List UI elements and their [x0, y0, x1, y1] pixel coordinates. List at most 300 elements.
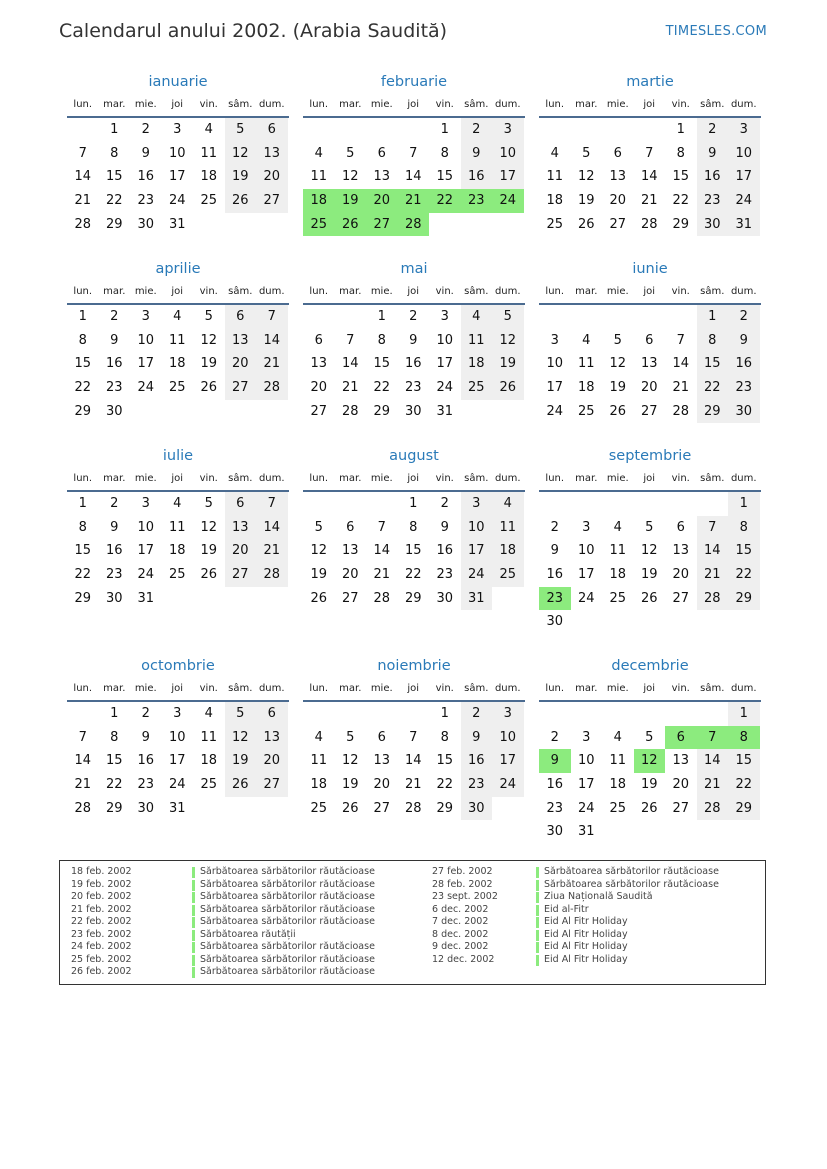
week-row [303, 492, 525, 516]
day: 22 [672, 193, 690, 209]
day: 19 [310, 567, 328, 583]
day: 12 [310, 543, 328, 559]
legend-date: 27 feb. 2002 [432, 866, 493, 877]
holiday-day: 20 [366, 189, 398, 213]
day: 22 [105, 777, 123, 793]
weekend-day: 22 [728, 773, 760, 797]
day: 7 [78, 145, 87, 161]
day: 7 [409, 729, 418, 745]
weekday-label: joi [643, 286, 656, 297]
day: 5 [204, 496, 213, 511]
weekend-day: 4 [461, 305, 493, 329]
day: 10 [137, 332, 155, 348]
day: 1 [440, 122, 449, 137]
week-row [303, 305, 525, 329]
weekday-label: vin. [199, 286, 218, 297]
day: 19 [577, 193, 595, 209]
day: 25 [546, 216, 564, 232]
weekday-label: mie. [134, 683, 157, 694]
day: 3 [173, 122, 182, 137]
week-row [67, 797, 289, 821]
week-row [539, 352, 761, 376]
legend-date: 22 feb. 2002 [71, 916, 132, 927]
week-row [67, 539, 289, 563]
legend-column-left [71, 866, 375, 979]
weekday-header [539, 280, 761, 305]
weekday-label: lun. [309, 286, 329, 297]
empty-day [602, 610, 634, 634]
week-row [303, 352, 525, 376]
weekday-label: dum. [730, 286, 757, 297]
day: 4 [173, 309, 182, 324]
holiday-day: 21 [398, 189, 430, 213]
weekday-header [303, 467, 525, 492]
week-row [303, 749, 525, 773]
holiday-day: 25 [303, 213, 335, 237]
day: 21 [404, 777, 422, 793]
weekday-label: vin. [199, 99, 218, 110]
day: 16 [546, 567, 564, 583]
weekday-label: joi [407, 99, 420, 110]
weekday-label: lun. [73, 473, 93, 484]
legend-holiday-name: Sărbătoarea sărbătorilor răutăcioase [200, 916, 375, 927]
empty-day [571, 492, 603, 516]
empty-day [303, 118, 335, 142]
week-row [539, 492, 761, 516]
weekday-header [539, 93, 761, 118]
day: 8 [110, 729, 119, 745]
week-row [539, 610, 761, 634]
day: 31 [436, 403, 454, 419]
weekend-day: 10 [492, 726, 524, 750]
weekday-label: mar. [339, 286, 362, 297]
day: 2 [110, 309, 119, 324]
day: 1 [78, 496, 87, 511]
day: 22 [105, 193, 123, 209]
legend-row [71, 916, 375, 929]
day: 30 [404, 403, 422, 419]
day: 6 [346, 519, 355, 535]
weekend-day: 18 [461, 352, 493, 376]
empty-day [602, 492, 634, 516]
month-aprilie [67, 258, 289, 423]
legend-date: 21 feb. 2002 [71, 903, 132, 915]
weekday-label: vin. [199, 683, 218, 694]
legend-holiday-name: Eid Al Fitr Holiday [544, 916, 628, 927]
day: 11 [200, 145, 218, 161]
day: 4 [550, 145, 559, 161]
legend-row [432, 879, 719, 892]
empty-day [303, 702, 335, 726]
weekend-day: 21 [697, 773, 729, 797]
weekend-day: 12 [225, 142, 257, 166]
day: 21 [672, 380, 690, 396]
weekday-label: vin. [671, 683, 690, 694]
week-row [539, 726, 761, 750]
day: 8 [440, 729, 449, 745]
day: 5 [204, 309, 213, 324]
day: 18 [200, 753, 218, 769]
weekday-label: joi [171, 286, 184, 297]
holiday-marker [536, 880, 539, 891]
day: 13 [341, 543, 359, 559]
week-row [539, 702, 761, 726]
holiday-marker [192, 955, 195, 966]
week-row [303, 726, 525, 750]
holiday-marker [192, 967, 195, 978]
day: 22 [404, 567, 422, 583]
day: 29 [105, 800, 123, 816]
day: 1 [409, 496, 418, 511]
week-row [303, 563, 525, 587]
day: 21 [341, 380, 359, 396]
legend-row [432, 904, 719, 917]
day: 6 [377, 145, 386, 161]
weekday-label: sâm. [464, 473, 489, 484]
empty-day [193, 797, 225, 821]
day: 24 [577, 590, 595, 606]
week-row [539, 165, 761, 189]
legend-row [432, 941, 719, 954]
day: 19 [200, 356, 218, 372]
holiday-day: 8 [728, 726, 760, 750]
day: 24 [168, 777, 186, 793]
empty-day [130, 400, 162, 424]
week-row [67, 165, 289, 189]
empty-day [539, 118, 571, 142]
empty-day [571, 610, 603, 634]
day: 30 [546, 824, 564, 840]
day: 18 [168, 356, 186, 372]
day: 26 [577, 216, 595, 232]
day: 25 [310, 800, 328, 816]
weekday-header [303, 93, 525, 118]
weekend-day: 21 [697, 563, 729, 587]
weekday-label: mie. [606, 683, 629, 694]
weekend-day: 24 [461, 563, 493, 587]
day: 2 [110, 496, 119, 511]
day: 8 [110, 145, 119, 161]
day: 31 [577, 824, 595, 840]
day: 6 [676, 519, 685, 535]
empty-day [571, 305, 603, 329]
day: 30 [137, 216, 155, 232]
empty-day [697, 610, 729, 634]
day: 4 [314, 145, 323, 161]
empty-day [571, 118, 603, 142]
day: 3 [440, 309, 449, 324]
month-name: iulie [162, 448, 194, 464]
empty-day [602, 305, 634, 329]
week-row [67, 142, 289, 166]
legend-date: 7 dec. 2002 [432, 916, 489, 927]
empty-day [728, 610, 760, 634]
day: 10 [168, 729, 186, 745]
weekend-day: 20 [256, 749, 288, 773]
holiday-day: 12 [634, 749, 666, 773]
holiday-marker [192, 867, 195, 878]
weekday-label: sâm. [700, 286, 725, 297]
week-row [67, 587, 289, 611]
day: 28 [640, 216, 658, 232]
week-row [303, 587, 525, 611]
day: 9 [141, 729, 150, 745]
day: 13 [640, 356, 658, 372]
day: 14 [640, 169, 658, 185]
legend-date: 6 dec. 2002 [432, 903, 489, 915]
day: 29 [105, 216, 123, 232]
day: 16 [137, 753, 155, 769]
day: 9 [110, 519, 119, 535]
empty-day [492, 797, 524, 821]
month-name: noiembrie [377, 658, 451, 674]
legend-holiday-name: Sărbătoarea sărbătorilor răutăcioase [200, 953, 375, 965]
day: 25 [200, 777, 218, 793]
weekend-day: 20 [256, 165, 288, 189]
weekend-day: 30 [461, 797, 493, 821]
holiday-marker [536, 930, 539, 941]
day: 15 [74, 543, 92, 559]
week-row [539, 329, 761, 353]
day: 28 [74, 216, 92, 232]
weekend-day: 28 [697, 587, 729, 611]
month-ianuarie [67, 71, 289, 236]
weekend-day: 9 [728, 329, 760, 353]
day: 3 [550, 332, 559, 348]
week-row [67, 118, 289, 142]
weekend-day: 5 [492, 305, 524, 329]
month-name: octombrie [141, 658, 215, 674]
weekend-day: 26 [492, 376, 524, 400]
day: 28 [341, 403, 359, 419]
day: 5 [346, 145, 355, 161]
day: 26 [341, 800, 359, 816]
weekday-label: sâm. [464, 683, 489, 694]
day: 13 [609, 169, 627, 185]
weekday-label: mar. [575, 473, 598, 484]
weekday-label: mie. [134, 473, 157, 484]
week-row [539, 305, 761, 329]
day: 28 [373, 590, 391, 606]
day: 27 [609, 216, 627, 232]
week-row [67, 213, 289, 237]
day: 25 [200, 193, 218, 209]
holiday-marker [536, 917, 539, 928]
legend-holiday-name: Ziua Națională Saudită [544, 891, 653, 902]
empty-day [225, 587, 257, 611]
holiday-day: 6 [665, 726, 697, 750]
weekend-day: 28 [697, 797, 729, 821]
holiday-marker [192, 917, 195, 928]
month-name: aprilie [155, 261, 201, 277]
weekend-day: 20 [225, 539, 257, 563]
weekday-label: sâm. [228, 683, 253, 694]
day: 11 [546, 169, 564, 185]
holiday-legend [59, 860, 766, 985]
weekday-header [67, 93, 289, 118]
empty-day [602, 118, 634, 142]
day: 23 [137, 777, 155, 793]
weekend-day: 10 [728, 142, 760, 166]
day: 19 [341, 777, 359, 793]
day: 12 [200, 519, 218, 535]
weekend-day: 2 [728, 305, 760, 329]
legend-holiday-name: Eid Al Fitr Holiday [544, 928, 628, 940]
day: 15 [672, 169, 690, 185]
legend-row [71, 866, 375, 879]
week-row [67, 376, 289, 400]
week-row [303, 702, 525, 726]
day: 29 [373, 403, 391, 419]
weekend-day: 1 [697, 305, 729, 329]
week-row [303, 142, 525, 166]
week-row [539, 820, 761, 844]
weekend-day: 29 [728, 797, 760, 821]
weekend-day: 22 [697, 376, 729, 400]
empty-day [665, 820, 697, 844]
weekday-label: lun. [545, 473, 565, 484]
legend-date: 24 feb. 2002 [71, 941, 132, 952]
weekend-day: 26 [225, 189, 257, 213]
day: 23 [546, 800, 564, 816]
empty-day [634, 118, 666, 142]
week-row [67, 305, 289, 329]
day: 4 [613, 729, 622, 745]
empty-day [634, 820, 666, 844]
weekend-day: 30 [728, 400, 760, 424]
empty-day [335, 305, 367, 329]
month-name: iunie [632, 261, 668, 277]
weekend-day: 12 [492, 329, 524, 353]
day: 8 [676, 145, 685, 161]
empty-day [366, 702, 398, 726]
day: 26 [200, 567, 218, 583]
day: 12 [640, 543, 658, 559]
day: 7 [78, 729, 87, 745]
day: 11 [310, 753, 328, 769]
weekday-label: mie. [370, 473, 393, 484]
day: 27 [373, 800, 391, 816]
day: 20 [373, 777, 391, 793]
week-row [67, 749, 289, 773]
weekday-label: joi [643, 99, 656, 110]
weekday-label: lun. [545, 286, 565, 297]
weekday-label: mar. [339, 683, 362, 694]
week-row [539, 797, 761, 821]
week-row [303, 400, 525, 424]
legend-date: 8 dec. 2002 [432, 928, 489, 940]
weekday-label: mar. [103, 473, 126, 484]
empty-day [256, 400, 288, 424]
weekday-label: sâm. [464, 286, 489, 297]
week-row [539, 189, 761, 213]
day: 22 [74, 380, 92, 396]
weekday-label: mar. [103, 683, 126, 694]
weekend-day: 16 [461, 749, 493, 773]
week-row [67, 516, 289, 540]
empty-day [398, 702, 430, 726]
day: 27 [672, 800, 690, 816]
day: 13 [672, 543, 690, 559]
month-iunie [539, 258, 761, 423]
weekday-label: mar. [575, 99, 598, 110]
day: 10 [168, 145, 186, 161]
week-row [67, 329, 289, 353]
weekend-day: 7 [697, 516, 729, 540]
day: 18 [609, 777, 627, 793]
day: 16 [404, 356, 422, 372]
site-link[interactable]: TIMESLES.COM [665, 24, 767, 39]
day: 28 [404, 800, 422, 816]
day: 29 [672, 216, 690, 232]
day: 17 [436, 356, 454, 372]
empty-day [162, 587, 194, 611]
day: 6 [613, 145, 622, 161]
legend-date: 20 feb. 2002 [71, 891, 132, 902]
legend-row [432, 929, 719, 942]
weekday-label: joi [407, 683, 420, 694]
empty-day [67, 702, 99, 726]
day: 4 [582, 332, 591, 348]
weekend-day: 10 [461, 516, 493, 540]
day: 27 [640, 403, 658, 419]
weekend-day: 29 [728, 587, 760, 611]
day: 20 [341, 567, 359, 583]
weekday-label: vin. [435, 99, 454, 110]
holiday-marker [192, 930, 195, 941]
weekend-day: 27 [256, 773, 288, 797]
day: 21 [373, 567, 391, 583]
weekend-day: 13 [225, 329, 257, 353]
day: 6 [645, 332, 654, 348]
weekday-label: lun. [309, 99, 329, 110]
weekday-label: mie. [606, 99, 629, 110]
day: 20 [672, 777, 690, 793]
weekday-label: joi [643, 683, 656, 694]
weekday-label: mar. [103, 286, 126, 297]
day: 3 [173, 706, 182, 721]
holiday-day: 23 [461, 189, 493, 213]
month-noiembrie [303, 655, 525, 820]
weekday-label: dum. [730, 99, 757, 110]
weekend-day: 2 [461, 118, 493, 142]
day: 21 [640, 193, 658, 209]
holiday-day: 7 [697, 726, 729, 750]
empty-day [571, 702, 603, 726]
day: 1 [110, 122, 119, 137]
day: 26 [310, 590, 328, 606]
day: 8 [78, 519, 87, 535]
day: 18 [168, 543, 186, 559]
day: 19 [609, 380, 627, 396]
empty-day [492, 213, 524, 237]
weekend-day: 11 [461, 329, 493, 353]
day: 13 [373, 753, 391, 769]
empty-day [461, 400, 493, 424]
day: 16 [105, 543, 123, 559]
weekend-day: 6 [225, 492, 257, 516]
legend-date: 19 feb. 2002 [71, 878, 132, 890]
weekend-day: 25 [461, 376, 493, 400]
weekday-label: vin. [671, 99, 690, 110]
weekday-label: mar. [575, 286, 598, 297]
empty-day [634, 702, 666, 726]
weekend-day: 3 [492, 118, 524, 142]
legend-holiday-name: Sărbătoarea răutății [200, 928, 296, 940]
empty-day [67, 118, 99, 142]
month-octombrie [67, 655, 289, 820]
weekend-day: 14 [256, 329, 288, 353]
